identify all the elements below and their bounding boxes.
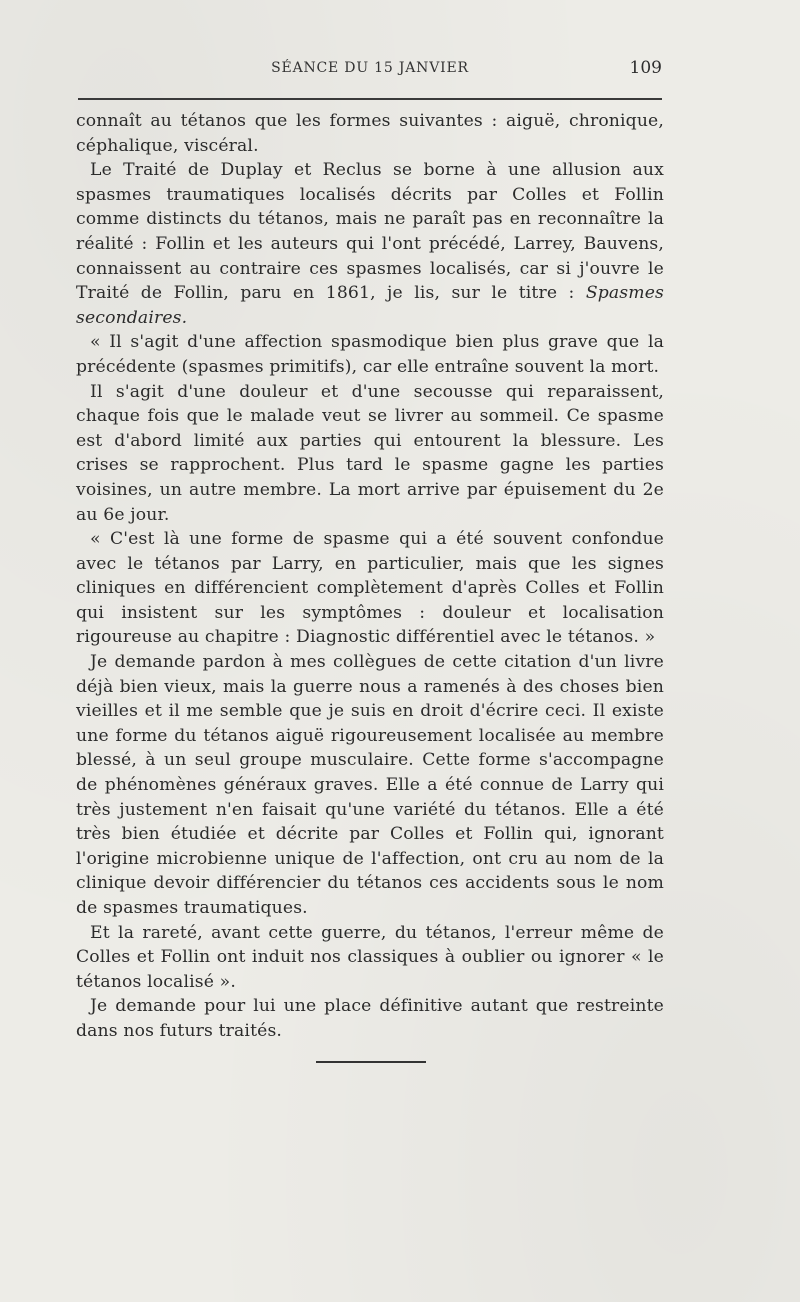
paragraph-text: Le Traité de Duplay et Reclus se borne à une allusion aux spasmes traumatiques localisés décrits par Colles et Follin comme distincts du tétanos, mais ne paraît pas en reconnaître la réalité : Follin et les auteurs qui l'ont précédé, Larrey, Bauvens, connaissent au contraire ces spasmes localisés, car si j'ouvre le Traité de Follin, paru en 1861, je lis, sur le titre :	[76, 160, 664, 304]
header-rule	[78, 98, 662, 100]
italic-title: Spasmes secondaires.	[76, 283, 664, 328]
end-rule	[316, 1061, 426, 1063]
page-number: 109	[629, 58, 662, 78]
paragraph: « C'est là une forme de spasme qui a été souvent confondue avec le tétanos par Larry, en particulier, mais que les signes cliniques en différencient complètement d'après Colles et Follin qui insistent sur les symptômes : douleur et localisation rigoureuse au chapitre : Diagnostic différentiel avec le tétanos. »	[76, 529, 664, 648]
running-head	[78, 58, 662, 82]
body-text	[76, 109, 664, 1044]
paragraph: « Il s'agit d'une affection spasmodique bien plus grave que la précédente (spasmes primitifs), car elle entraîne souvent la mort.	[76, 332, 664, 377]
paragraph	[76, 158, 664, 330]
paragraph: Il s'agit d'une douleur et d'une secousse qui reparaissent, chaque fois que le malade veut se livrer au sommeil. Ce spasme est d'abord limité aux parties qui entourent la blessure. Les crises se rapprochent. Plus tard le spasme gagne les parties voisines, un autre membre. La mort arrive par épuisement du 2e au 6e jour.	[76, 381, 664, 525]
paragraph: Et la rareté, avant cette guerre, du tétanos, l'erreur même de Colles et Follin ont induit nos classiques à oublier ou ignorer « le tétanos localisé ».	[76, 922, 664, 992]
paragraph: Je demande pour lui une place définitive autant que restreinte dans nos futurs traités.	[76, 996, 664, 1041]
running-title: SÉANCE DU 15 JANVIER	[271, 60, 469, 76]
paragraph: Je demande pardon à mes collègues de cette citation d'un livre déjà bien vieux, mais la guerre nous a ramenés à des choses bien vieilles et il me semble que je suis en droit d'écrire ceci. Il existe une forme du tétanos aiguë rigoureusement localisée au membre blessé, à un seul groupe musculaire. Cette forme s'accompagne de phénomènes généraux graves. Elle a été connue de Larry qui très justement n'en faisait qu'une variété du tétanos. Elle a été très bien étudiée et décrite par Colles et Follin qui, ignorant l'origine microbienne unique de l'affection, ont cru au nom de la clinique devoir différencier du tétanos ces accidents sous le nom de spasmes traumatiques.	[76, 652, 664, 918]
paragraph: connaît au tétanos que les formes suivantes : aiguë, chronique, céphalique, viscéral.	[76, 111, 664, 156]
